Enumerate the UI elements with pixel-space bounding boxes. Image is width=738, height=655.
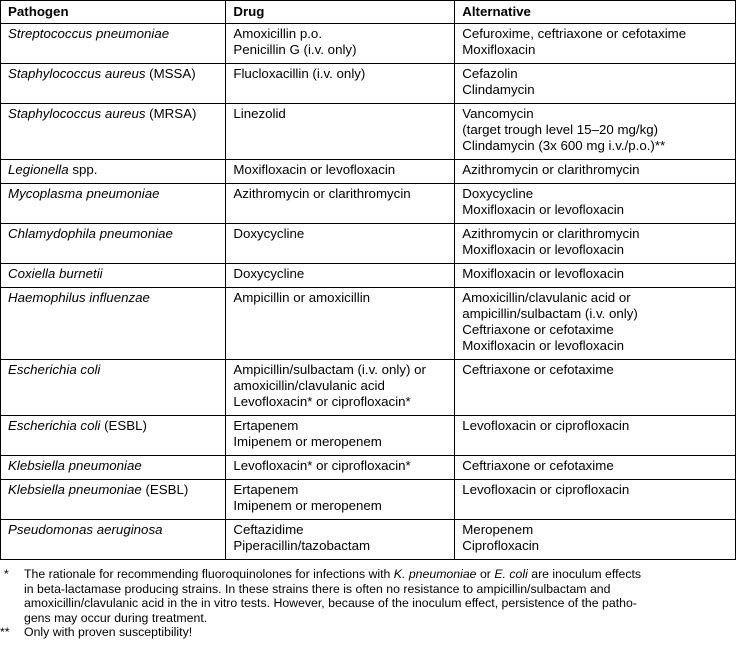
drug-line: Doxycycline xyxy=(233,226,305,241)
drug-line: Imipenem or meropenem xyxy=(233,434,382,449)
table-row xyxy=(1,264,736,288)
drug-cell xyxy=(226,24,455,64)
drug-line: Piperacillin/tazobactam xyxy=(233,538,371,553)
drug-line: Ampicillin/sulbactam (i.v. only) or xyxy=(233,362,426,377)
pathogen-qualifier: (MRSA) xyxy=(145,106,197,121)
alternative-line: Cefazolin xyxy=(462,66,518,81)
drug-line: Imipenem or meropenem xyxy=(233,498,382,513)
drug-line: Doxycycline xyxy=(233,266,305,281)
alternative-line: Clindamycin xyxy=(462,82,535,97)
footnote-1-organism-2: E. coli xyxy=(494,567,528,581)
pathogen-name: Staphylococcus aureus xyxy=(8,66,146,81)
pathogen-cell xyxy=(1,104,226,160)
alternative-line: Cefuroxime, ceftriaxone or cefotaxime xyxy=(462,26,687,41)
alternative-cell xyxy=(455,264,736,288)
alternative-line: Moxifloxacin or levofloxacin xyxy=(462,242,625,257)
pathogen-name: Pseudomonas aeruginosa xyxy=(8,522,163,537)
drug-line: Amoxicillin p.o. xyxy=(233,26,323,41)
alternative-cell xyxy=(455,64,736,104)
drug-cell xyxy=(226,224,455,264)
drug-cell xyxy=(226,480,455,520)
table-row xyxy=(1,104,736,160)
column-header-alternative: Alternative xyxy=(455,1,736,24)
table-row xyxy=(1,184,736,224)
drug-cell xyxy=(226,520,455,560)
pathogen-name: Mycoplasma pneumoniae xyxy=(8,186,160,201)
footnote-1-mark: * xyxy=(4,567,9,581)
footnote-1-text-c: or xyxy=(476,567,495,581)
alternative-cell xyxy=(455,360,736,416)
drug-cell xyxy=(226,264,455,288)
pathogen-cell xyxy=(1,264,226,288)
alternative-cell xyxy=(455,288,736,360)
footnote-1-line-2: in beta-lactamase producing strains. In these strains there is often no resistance to ampicillin/sulbactam and xyxy=(24,581,611,596)
footnote-1-line-4: gens may occur during treatment. xyxy=(24,610,208,625)
alternative-cell xyxy=(455,416,736,456)
column-header-pathogen: Pathogen xyxy=(1,1,226,24)
pathogen-cell xyxy=(1,160,226,184)
footnote-2 xyxy=(0,625,738,640)
drug-cell xyxy=(226,184,455,224)
alternative-line: Clindamycin (3x 600 mg i.v./p.o.)** xyxy=(462,138,666,153)
alternative-line: Moxifloxacin xyxy=(462,42,536,57)
table-row xyxy=(1,360,736,416)
drug-line: Azithromycin or clarithromycin xyxy=(233,186,411,201)
drug-cell xyxy=(226,288,455,360)
table-body xyxy=(1,24,736,560)
drug-line: Ampicillin or amoxicillin xyxy=(233,290,371,305)
footnote-1 xyxy=(0,567,738,625)
drug-cell xyxy=(226,104,455,160)
footnote-1-organism-1: K. pneumoniae xyxy=(393,567,477,581)
footnote-1-line-3: amoxicillin/clavulanic acid in the in vitro tests. However, because of the inoculum effect, persistence of the patho- xyxy=(24,596,637,611)
pathogen-cell xyxy=(1,456,226,480)
pathogen-name: Klebsiella pneumoniae xyxy=(8,458,142,473)
footnote-1-text-e: are inoculum effects xyxy=(527,567,642,581)
pathogen-cell xyxy=(1,224,226,264)
alternative-line: Ceftriaxone or cefotaxime xyxy=(462,362,614,377)
alternative-line: ampicillin/sulbactam (i.v. only) xyxy=(462,306,638,321)
alternative-cell xyxy=(455,520,736,560)
table-header-row xyxy=(1,1,736,24)
alternative-line: Ciprofloxacin xyxy=(462,538,540,553)
pathogen-cell xyxy=(1,288,226,360)
alternative-cell xyxy=(455,456,736,480)
table-row xyxy=(1,416,736,456)
pathogen-name: Escherichia coli xyxy=(8,362,101,377)
pathogen-cell xyxy=(1,360,226,416)
pathogen-name: Coxiella burnetii xyxy=(8,266,103,281)
alternative-cell xyxy=(455,24,736,64)
drug-cell xyxy=(226,416,455,456)
pathogen-name: Legionella xyxy=(8,162,69,177)
pathogen-qualifier: (MSSA) xyxy=(145,66,196,81)
pathogen-qualifier: (ESBL) xyxy=(141,482,189,497)
pathogen-qualifier: spp. xyxy=(68,162,98,177)
alternative-cell xyxy=(455,104,736,160)
pathogen-cell xyxy=(1,184,226,224)
pathogen-qualifier: (ESBL) xyxy=(100,418,147,433)
pathogen-cell xyxy=(1,480,226,520)
pathogen-name: Streptococcus pneumoniae xyxy=(8,26,170,41)
column-header-drug: Drug xyxy=(226,1,455,24)
alternative-line: Ceftriaxone or cefotaxime xyxy=(462,322,614,337)
alternative-line: Amoxicillin/clavulanic acid or xyxy=(462,290,631,305)
table-row xyxy=(1,224,736,264)
alternative-line: Doxycycline xyxy=(462,186,534,201)
alternative-line: Azithromycin or clarithromycin xyxy=(462,162,640,177)
alternative-line: Levofloxacin or ciprofloxacin xyxy=(462,482,630,497)
pathogen-name: Escherichia coli xyxy=(8,418,101,433)
footnote-1-text-a: The rationale for recommending fluoroquinolones for infections with xyxy=(24,567,394,581)
alternative-cell xyxy=(455,224,736,264)
footnote-2-mark: ** xyxy=(0,625,10,640)
alternative-line: Moxifloxacin or levofloxacin xyxy=(462,338,625,353)
pathogen-name: Haemophilus influenzae xyxy=(8,290,150,305)
drug-line: Levofloxacin* or ciprofloxacin* xyxy=(233,458,411,473)
pathogen-cell xyxy=(1,24,226,64)
alternative-cell xyxy=(455,160,736,184)
drug-cell xyxy=(226,456,455,480)
table-row xyxy=(1,456,736,480)
table-row xyxy=(1,64,736,104)
drug-line: Levofloxacin* or ciprofloxacin* xyxy=(233,394,411,409)
pathogen-name: Klebsiella pneumoniae xyxy=(8,482,142,497)
table-row xyxy=(1,160,736,184)
drug-line: Moxifloxacin or levofloxacin xyxy=(233,162,396,177)
alternative-line: Levofloxacin or ciprofloxacin xyxy=(462,418,630,433)
drug-line: Flucloxacillin (i.v. only) xyxy=(233,66,366,81)
drug-cell xyxy=(226,64,455,104)
alternative-line: (target trough level 15–20 mg/kg) xyxy=(462,122,659,137)
pathogen-name: Chlamydophila pneumoniae xyxy=(8,226,173,241)
table-row xyxy=(1,480,736,520)
alternative-line: Moxifloxacin or levofloxacin xyxy=(462,266,625,281)
alternative-line: Ceftriaxone or cefotaxime xyxy=(462,458,614,473)
drug-line: Linezolid xyxy=(233,106,286,121)
footnotes xyxy=(0,567,738,640)
pathogen-cell xyxy=(1,416,226,456)
drug-line: amoxicillin/clavulanic acid xyxy=(233,378,385,393)
pathogen-name: Staphylococcus aureus xyxy=(8,106,146,121)
alternative-cell xyxy=(455,184,736,224)
alternative-line: Meropenem xyxy=(462,522,534,537)
pathogen-cell xyxy=(1,520,226,560)
alternative-cell xyxy=(455,480,736,520)
alternative-line: Azithromycin or clarithromycin xyxy=(462,226,640,241)
table-row xyxy=(1,24,736,64)
alternative-line: Moxifloxacin or levofloxacin xyxy=(462,202,625,217)
footnote-2-text: Only with proven susceptibility! xyxy=(24,625,193,640)
table-row xyxy=(1,288,736,360)
drug-line: Ertapenem xyxy=(233,482,299,497)
alternative-line: Vancomycin xyxy=(462,106,534,121)
drug-line: Penicillin G (i.v. only) xyxy=(233,42,357,57)
table-row xyxy=(1,520,736,560)
pathogen-cell xyxy=(1,64,226,104)
drug-cell xyxy=(226,360,455,416)
drug-cell xyxy=(226,160,455,184)
drug-line: Ertapenem xyxy=(233,418,299,433)
drug-line: Ceftazidime xyxy=(233,522,304,537)
